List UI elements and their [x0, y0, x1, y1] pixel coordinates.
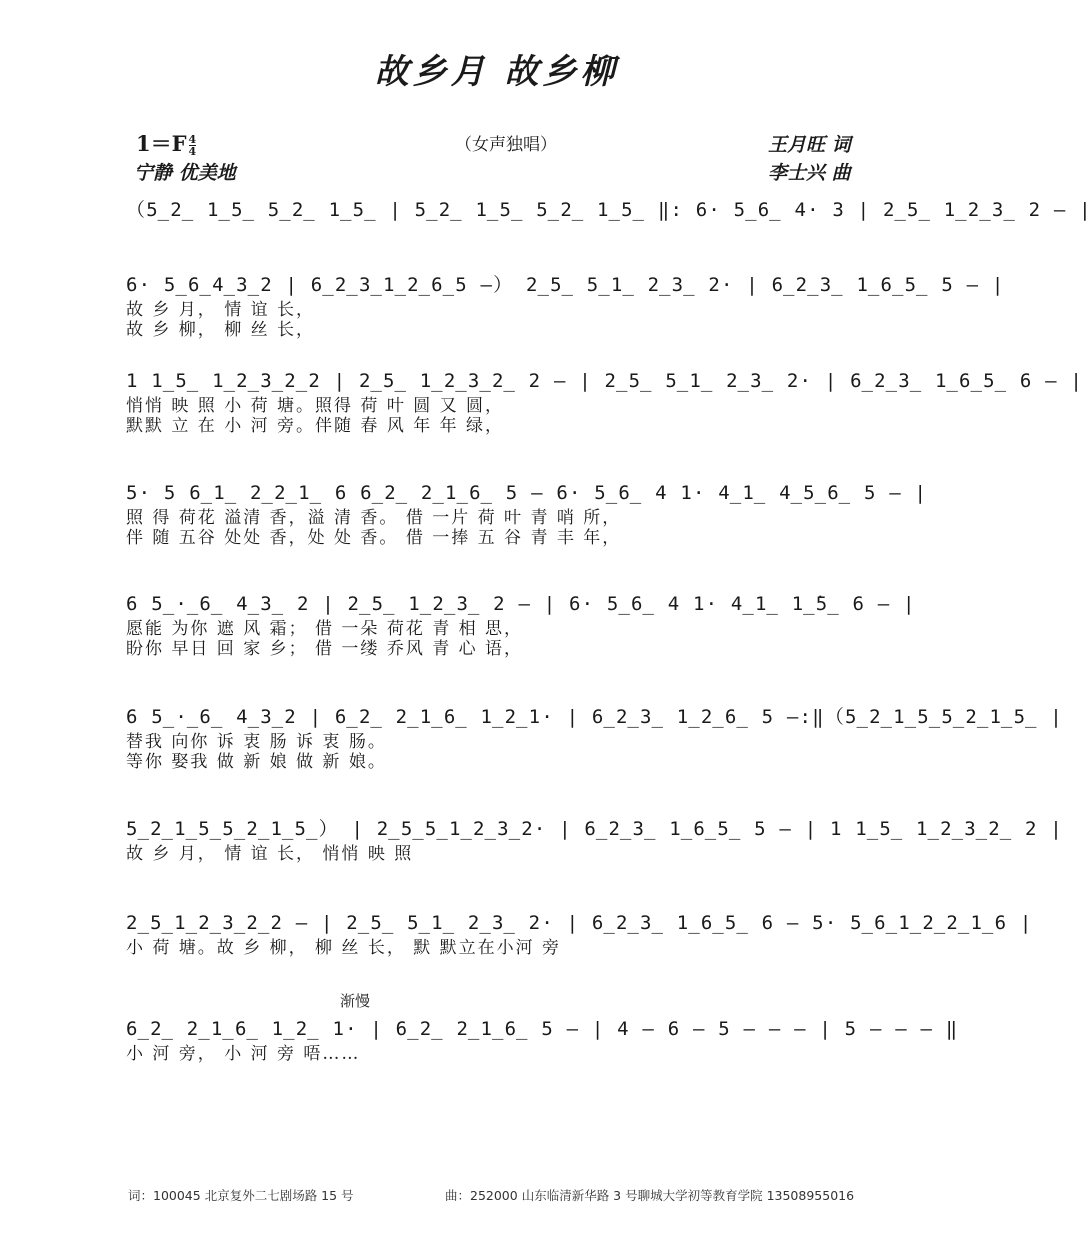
notation-line: 6· 5̲6̲4̲3̲2 | 6̲2̲3̲1̲2̲6̲5 —） 2̲5̲ 5̲1̲ 2̲3̲ 2· | 6̲2̲3̲ 1̲6̲5̲ 5 — | [126, 274, 1005, 296]
lyric-verse-1: 照 得 荷花 溢清 香，溢 清 香。 借 一片 荷 叶 青 哨 所， [126, 508, 622, 528]
lyric-verse-2: 盼你 早日 回 家 乡； 借 一缕 乔风 青 心 语， [126, 639, 524, 659]
notation-line: 6 5̲·̲6̲ 4̲3̲ 2 | 2̲5̲ 1̲2̲3̲ 2 — | 6· 5̲6̲ 4 1· 4̲1̲ 1̲̇5̲ 6 — | [126, 593, 916, 615]
score-system-1 [126, 195, 1092, 225]
lyric-verse-1: 悄悄 映 照 小 荷 塘。照得 荷 叶 圆 又 圆， [126, 396, 505, 416]
notation-line: 5̲2̲1̲5̲5̲2̲1̲5̲） | 2̲5̲5̲1̲2̲3̲2· | 6̲2̲3̲ 1̲6̲5̲ 5 — | 1 1̲5̲ 1̲2̲3̲2̲ 2 | [126, 818, 1063, 840]
composer-address: 曲：252000 山东临清新华路 3 号聊城大学初等教育学院 13508955016 [445, 1188, 855, 1203]
ritardando-mark: 渐慢 [340, 992, 371, 1010]
lyricist-address: 词：100045 北京复外二七剧场路 15 号 [128, 1188, 354, 1203]
time-signature [189, 134, 197, 157]
score-system-9 [126, 1014, 959, 1064]
notation-line: 6 5̲·̲6̲ 4̲3̲2 | 6̲2̲ 2̲1̲6̲ 1̲2̲1· | 6̲2̲3̲ 1̲2̲6̲ 5 —:‖（5̲2̲1̲5̲5̲2̲1̲5̲ | [126, 706, 1063, 728]
lyric-line: 小 荷 塘。故 乡 柳， 柳 丝 长， 默 默立在小河 旁 [126, 938, 562, 958]
lyricist-credit: 王月旺 词 [768, 134, 851, 156]
lyric-verse-2: 默默 立 在 小 河 旁。伴随 春 风 年 年 绿， [126, 416, 505, 436]
lyric-verse-1: 愿能 为你 遮 风 霜； 借 一朵 荷花 青 相 思， [126, 619, 524, 639]
time-bottom: 4 [188, 145, 197, 158]
song-title: 故乡月 故乡柳 [374, 52, 619, 92]
lyric-line: 小 河 旁， 小 河 旁 唔…… [126, 1044, 361, 1064]
lyric-line: 故 乡 月， 情 谊 长， 悄悄 映 照 [126, 844, 414, 864]
lyric-verse-1: 替我 向你 诉 衷 肠 诉 衷 肠。 [126, 732, 387, 752]
tempo-marking: 宁静 优美地 [134, 162, 236, 184]
lyric-verse-1: 故 乡 月， 情 谊 长， [126, 300, 316, 320]
score-system-5 [126, 589, 916, 659]
time-top: 4 [188, 133, 197, 146]
score-system-4 [126, 478, 928, 548]
notation-line: 5· 5 6̲1̲ 2̲2̲1̲ 6 6̲2̲ 2̲1̲6̲ 5 — 6· 5̲6̲ 4 1· 4̲1̲ 4̲5̲6̲ 5 — | [126, 482, 928, 504]
notation-line: 6̲2̲ 2̲1̲6̲ 1̲2̲ 1· | 6̲2̲ 2̲1̲6̲ 5 — | 4 — 6 — 5 — — — | 5 — — — ‖ [126, 1018, 959, 1040]
notation-line: 2̲5̲1̲2̲3̲2̲2 — | 2̲5̲ 5̲1̲ 2̲3̲ 2· | 6̲2̲3̲ 1̲6̲5̲ 6 — 5· 5̲6̲1̲2̲2̲1̲6 | [126, 912, 1033, 934]
score-system-8 [126, 908, 1033, 958]
score-system-3 [126, 366, 1084, 436]
lyric-verse-2: 伴 随 五谷 处处 香，处 处 香。 借 一捧 五 谷 青 丰 年， [126, 528, 622, 548]
notation-line: （5̲2̲ 1̲5̲ 5̲2̲ 1̲5̲ | 5̲2̲ 1̲5̲ 5̲2̲ 1̲5̲ ‖: 6· 5̲6̲ 4· 3 | 2̲5̲ 1̲2̲3̲ 2 — | [126, 199, 1092, 221]
notation-line: 1 1̲5̲ 1̲2̲3̲2̲2 | 2̲5̲ 1̲2̲3̲2̲ 2 — | 2̲5̲ 5̲1̲ 2̲3̲ 2· | 6̲2̲3̲ 1̲6̲5̲ 6 — | [126, 370, 1084, 392]
score-system-6 [126, 702, 1063, 772]
key-signature [136, 128, 196, 158]
performance-note: （女声独唱） [455, 135, 557, 155]
score-system-7 [126, 814, 1063, 864]
score-system-2 [126, 270, 1005, 340]
lyric-verse-2: 故 乡 柳， 柳 丝 长， [126, 320, 316, 340]
composer-credit: 李士兴 曲 [768, 162, 851, 184]
key-label: 1＝F [136, 131, 187, 156]
lyric-verse-2: 等你 娶我 做 新 娘 做 新 娘。 [126, 752, 387, 772]
